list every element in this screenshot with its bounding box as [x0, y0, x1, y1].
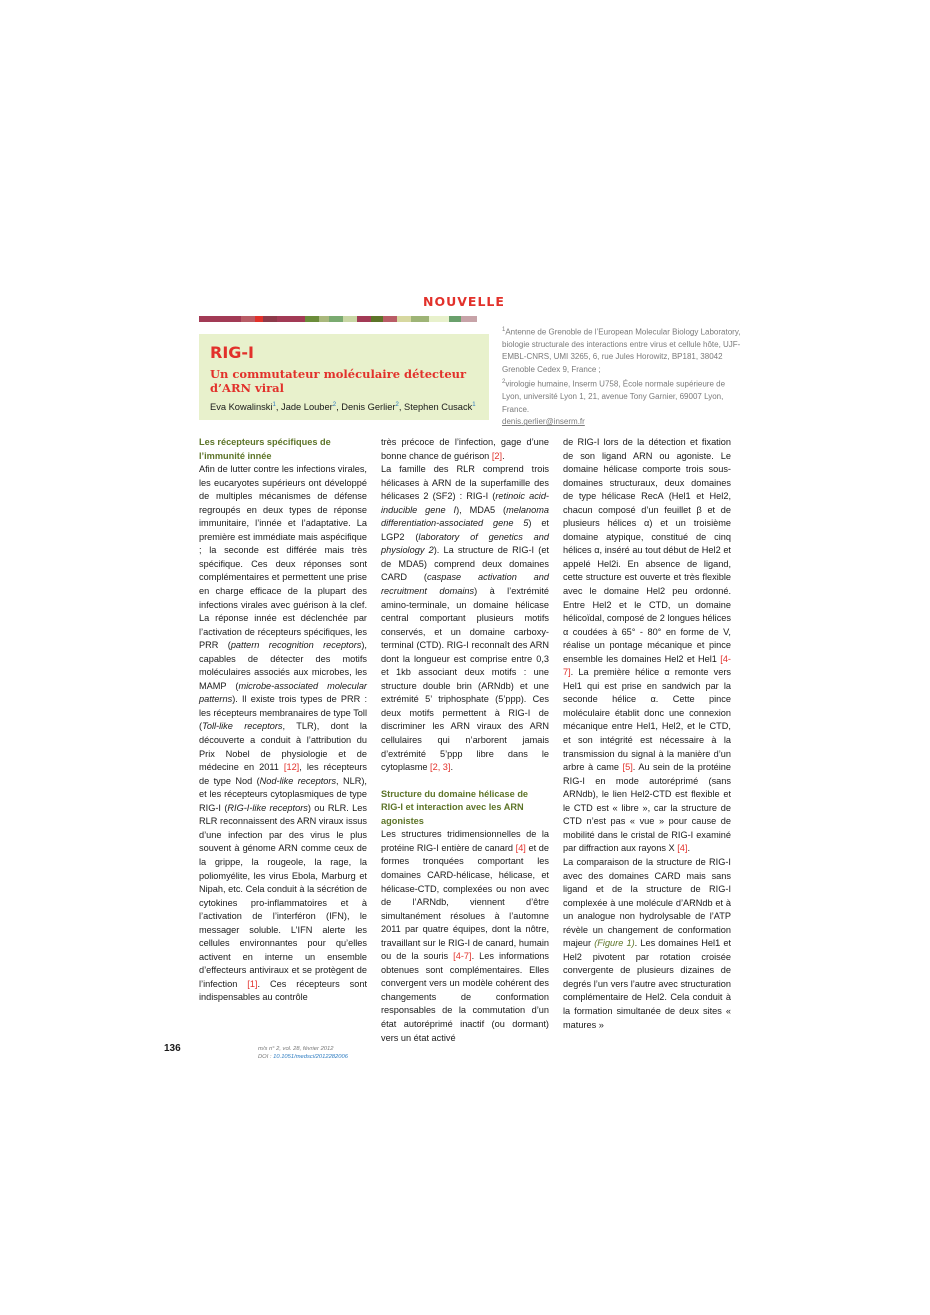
color-bar-segment	[411, 316, 429, 322]
author-affil-mark: 2	[332, 402, 337, 408]
color-bar-segment	[255, 316, 263, 322]
affil-mark: 2	[502, 379, 506, 386]
reference-link[interactable]: [4-7]	[563, 653, 731, 678]
affiliation-2: virologie humaine, Inserm U758, École normale supérieure de Lyon, université Lyon 1, 21, avenue Tony Garnier, 69007 Lyon, France.	[502, 379, 726, 414]
color-bar-segment	[199, 316, 213, 322]
color-bar-segment	[429, 316, 449, 322]
color-bar-segment	[305, 316, 319, 322]
author-list: Eva Kowalinski$^1$, Jade Louber$^2$, Denis Gerlier$^2$, Stephen Cusack$^1$	[210, 402, 476, 413]
reference-link[interactable]: [2, 3]	[430, 762, 451, 773]
affil-mark: 1	[502, 327, 506, 333]
paragraph: Les structures tridimensionnelles de la protéine RIG-I entière de canard [4] et de formes tronquées comportant les domaines CARD-hélicase, hélicase, et hélicase-CTD, complexées ou non avec de l’ARNdb, viennent d’être simultanément résolues à l’automne 2011 par quatre équipes, dont la nôtre, travaillant sur le RIG-I de canard, humain ou de la souris [4-7]. Les informations obtenues sont complémentaires. Elles convergent vers un modèle cohérent des changements de conformation responsables de la commutation d’un état autoréprimé inactif (ou dormant) vers un état activé	[381, 829, 550, 1043]
color-bar-segment	[397, 316, 411, 322]
color-bar-segment	[329, 316, 343, 322]
text-column-3	[563, 436, 731, 1032]
reference-link[interactable]: [2]	[491, 450, 503, 461]
paragraph: La famille des RLR comprend trois hélicases à ARN de la superfamille des hélicases 2 (SF2) : RIG-I (retinoic acid-inducible gene I), MDA5 (melanoma differentiation-associated gene 5) et LGP2 (laboratory of genetics and physiology 2). La structure de RIG-I (et de MDA5) comprend deux domaines CARD (caspase activation and recruitment domains) à l’extrémité amino-terminale, un domaine hélicase central comportant plusieurs motifs conservés, et un domaine carboxy-terminal (CTD). RIG-I reconnaît des ARN dont la longueur est comprise entre 0,3 et 1kb associant deux motifs : une structure double brin (ARNdb) et une extrémité 5’ triphosphate (5’ppp). Ces deux motifs permettent à RIG-I de discriminer les ARN viraux des ARN cellulaires qui n’arborent jamais d’extrémité 5’ppp libre dans le cytoplasme [2, 3].	[381, 464, 549, 773]
paragraph: très précoce de l’infection, gage d’une bonne chance de guérison [2].	[381, 437, 549, 461]
author-name: Eva Kowalinski	[210, 402, 273, 413]
article-subtitle: Un commutateur moléculaire détecteur d’ARN viral	[210, 367, 467, 395]
color-bar-segment	[277, 316, 291, 322]
journal-citation: m/s n° 2, vol. 28, février 2012	[258, 1046, 334, 1052]
page-number: 136	[164, 1043, 181, 1054]
section-heading: Les récepteurs spécifiques de l’immunité innée	[199, 437, 331, 461]
reference-link[interactable]: [4]	[515, 842, 526, 853]
text-column-1	[199, 436, 367, 1005]
reference-link[interactable]: [4-7]	[453, 951, 472, 962]
color-bar-segment	[241, 316, 255, 322]
color-bar-segment	[319, 316, 329, 322]
color-bar	[199, 316, 489, 322]
color-bar-segment	[461, 316, 477, 322]
color-bar-segment	[357, 316, 371, 322]
paragraph: de RIG-I lors de la détection et fixation de son ligand ARN ou agoniste. Le domaine hélicase comporte trois sous-domaines structuraux, deux domaines de type hélicase RecA (Hel1 et Hel2, chacun composé d’un feuillet β et de plusieurs hélices α) et un troisième domaine atypique, constitué de cinq hélices α, inséré au tout début de Hel2 et appelé Hel2i. En absence de ligand, cette structure est ouverte et très flexible avec le domaine Hel2 peu ordonné. Entre Hel2 et le CTD, un domaine hélicoïdal, composé de 2 longues hélices α coudées à 65° - 80° en forme de V, réalise un pontage mécanique et pince ensemble les domaines Hel2 et Hel1 [4-7]. La première hélice α remonte vers Hel1 qui est prise en sandwich par la seconde hélice α. Cette pince moléculaire établit donc une connexion mécanique entre Hel1, Hel2, et le CTD, et son intégrité est nécessaire à la transmission du signal à la manière d’un arbre à came [5]. Au sein de la protéine RIG-I en mode autoréprimé (sans ARNdb), le lien Hel2-CTD est flexible et le CTD est « libre », car la structure de CTD n’est pas « vue » pour cause de mobilité dans le cristal de RIG-I examiné par diffraction aux rayons X [4].	[563, 437, 731, 854]
affiliation-1: Antenne de Grenoble de l’European Molecular Biology Laboratory, biologie structurale des interactions entre virus et cellule hôte, UJF-EMBL-CNRS, UMI 3265, 6, rue Jules Horowitz, BP181, 38042 Grenoble Cedex 9, France ;	[502, 327, 741, 374]
author-affil-mark: 2	[395, 402, 399, 408]
affiliations	[502, 324, 742, 429]
author-name: Jade Louber	[281, 402, 333, 413]
section-label: NOUVELLE	[423, 294, 505, 309]
author-name: Stephen Cusack	[404, 402, 473, 413]
color-bar-segment	[371, 316, 383, 322]
doi-label: DOI :	[258, 1054, 274, 1060]
text-column-2	[381, 436, 549, 1045]
color-bar-segment	[227, 316, 241, 322]
reference-link[interactable]: [5]	[622, 762, 633, 773]
author-name: Denis Gerlier	[341, 402, 396, 413]
color-bar-segment	[449, 316, 461, 322]
author-affil-mark: 1	[472, 402, 476, 408]
color-bar-segment	[213, 316, 227, 322]
figure-link[interactable]: (Figure 1)	[594, 938, 635, 949]
color-bar-segment	[343, 316, 357, 322]
reference-link[interactable]: [4]	[677, 843, 688, 854]
color-bar-segment	[291, 316, 305, 322]
color-bar-segment	[383, 316, 397, 322]
author-email-link[interactable]: denis.gerlier@inserm.fr	[502, 417, 585, 427]
section-heading: Structure du domaine hélicase de RIG-I et interaction avec les ARN agonistes	[381, 788, 529, 826]
reference-link[interactable]: [1]	[247, 978, 258, 989]
article-title: RIG-I	[210, 343, 254, 362]
doi-link[interactable]: 10.1051/medsci/2012282006	[273, 1054, 348, 1060]
reference-link[interactable]: [12]	[283, 762, 300, 773]
paragraph: La comparaison de la structure de RIG-I avec des domaines CARD mais sans ligand et de la structure de RIG-I complexée à une molécule d’ARNdb et à un analogue non hydrolysable de l’ATP révèle un changement de conformation majeur (Figure 1). Les domaines Hel1 et Hel2 pivotent par rotation croisée convergente de plusieurs dizaines de degrés l’un vers l’autre avec structuration complémentaire de Hel2. Cela conduit à la formation simultanée de deux sites « matures »	[563, 856, 731, 1030]
journal-footer	[258, 1045, 348, 1061]
author-affil-mark: 1	[272, 402, 276, 408]
paragraph: Afin de lutter contre les infections virales, les eucaryotes supérieurs ont développé de multiples mécanismes de défense regroupés en deux types de réponse immunitaire, l’innée et l’adaptative. La première est immédiate mais aspécifique ; la seconde est différée mais très spécifique. Ces deux réponses sont complémentaires et permettent une prise en charge efficace de la plupart des infections virales avec guérison à la clef. La réponse innée est déclenchée par l’activation de récepteurs spécifiques, les PRR (pattern recognition receptors), capables de détecter des motifs moléculaires associés aux microbes, les MAMP (microbe-associated molecular patterns). Il existe trois types de PRR : les récepteurs membranaires de type Toll (Toll-like receptors, TLR), dont la découverte a conduit à l’attribution du Prix Nobel de physiologie et de médecine en 2011 [12], les récepteurs de type Nod (Nod-like receptors, NLR), et les récepteurs cytoplasmiques de type RIG-I (RIG-I-like receptors) ou RLR. Les RLR reconnaissent des ARN viraux issus d’une infection par des virus le plus souvent à génome ARN comme ceux de la grippe, la rougeole, la rage, la poliomyélite, les virus Ebola, Marburg et Nipah, etc. Cela conduit à la sécrétion de cytokines pro-inflammatoires et à l’activation de l’interféron (IFN), le messager soluble. L’IFN alerte les cellules environnantes pour qu’elles activent en interne un ensemble d’effecteurs antiviraux et se protègent de l’infection [1]. Ces récepteurs sont indispensables au contrôle	[199, 464, 368, 1003]
color-bar-segment	[263, 316, 277, 322]
